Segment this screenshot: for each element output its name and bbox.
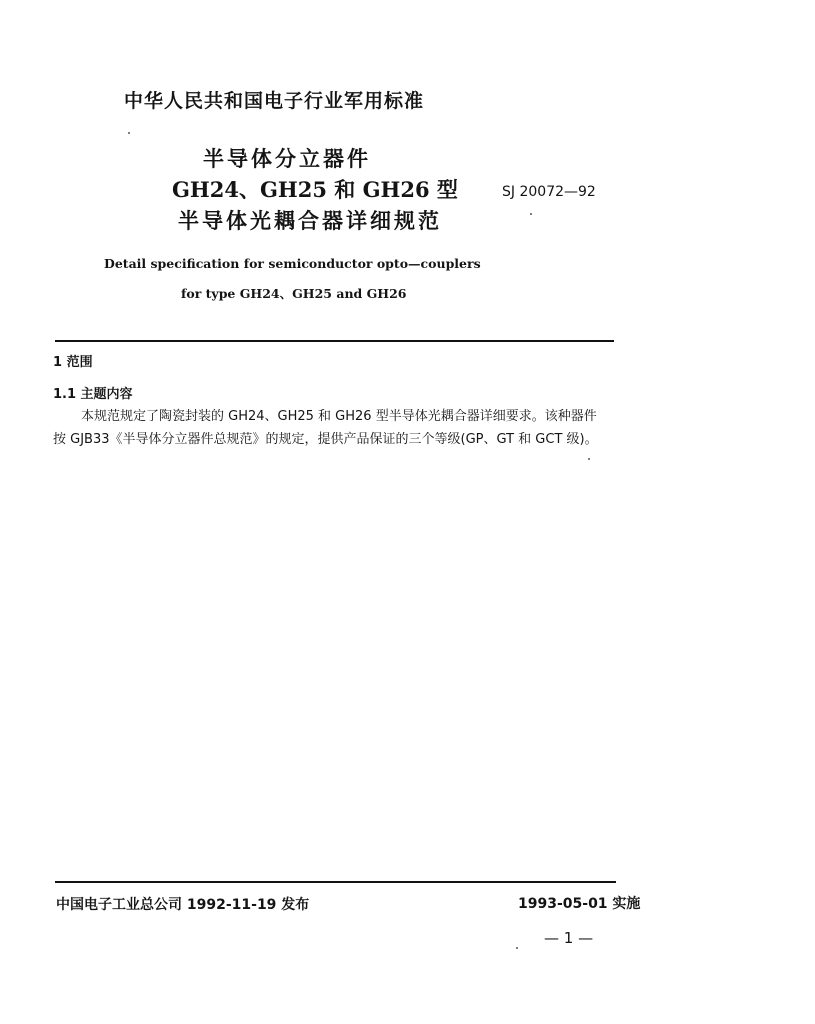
english-title-line-1: Detail specification for semiconductor opto—couplers (104, 256, 481, 271)
header-divider (55, 340, 614, 342)
doc-title-line-3: 半导体光耦合器详细规范 (178, 209, 442, 233)
scan-speck (128, 132, 130, 134)
english-title-line-2: for type GH24、GH25 and GH26 (181, 286, 407, 301)
effective-date: 1993-05-01 实施 (518, 896, 641, 912)
section-1-heading: 1 范围 (53, 355, 93, 370)
page-number: — 1 — (544, 929, 594, 947)
scope-paragraph-line-2: 按 GJB33《半导体分立器件总规范》的规定，提供产品保证的三个等级(GP、GT 和 GCT 级)。 (53, 432, 598, 447)
section-1-1-heading: 1.1 主题内容 (53, 387, 133, 402)
scan-speck (530, 213, 532, 215)
footer-divider (55, 881, 616, 883)
issuing-body-title: 中华人民共和国电子行业军用标准 (124, 90, 425, 112)
doc-title-line-1: 半导体分立器件 (203, 147, 371, 171)
scope-paragraph-line-1: 本规范规定了陶瓷封装的 GH24、GH25 和 GH26 型半导体光耦合器详细要求。该种器件 (81, 409, 597, 424)
publish-info: 中国电子工业总公司 1992-11-19 发布 (56, 897, 310, 913)
standard-code: SJ 20072—92 (502, 184, 596, 200)
scan-speck (588, 458, 590, 460)
scan-speck (516, 947, 518, 949)
doc-title-line-2: GH24、GH25 和 GH26 型 (172, 177, 458, 202)
